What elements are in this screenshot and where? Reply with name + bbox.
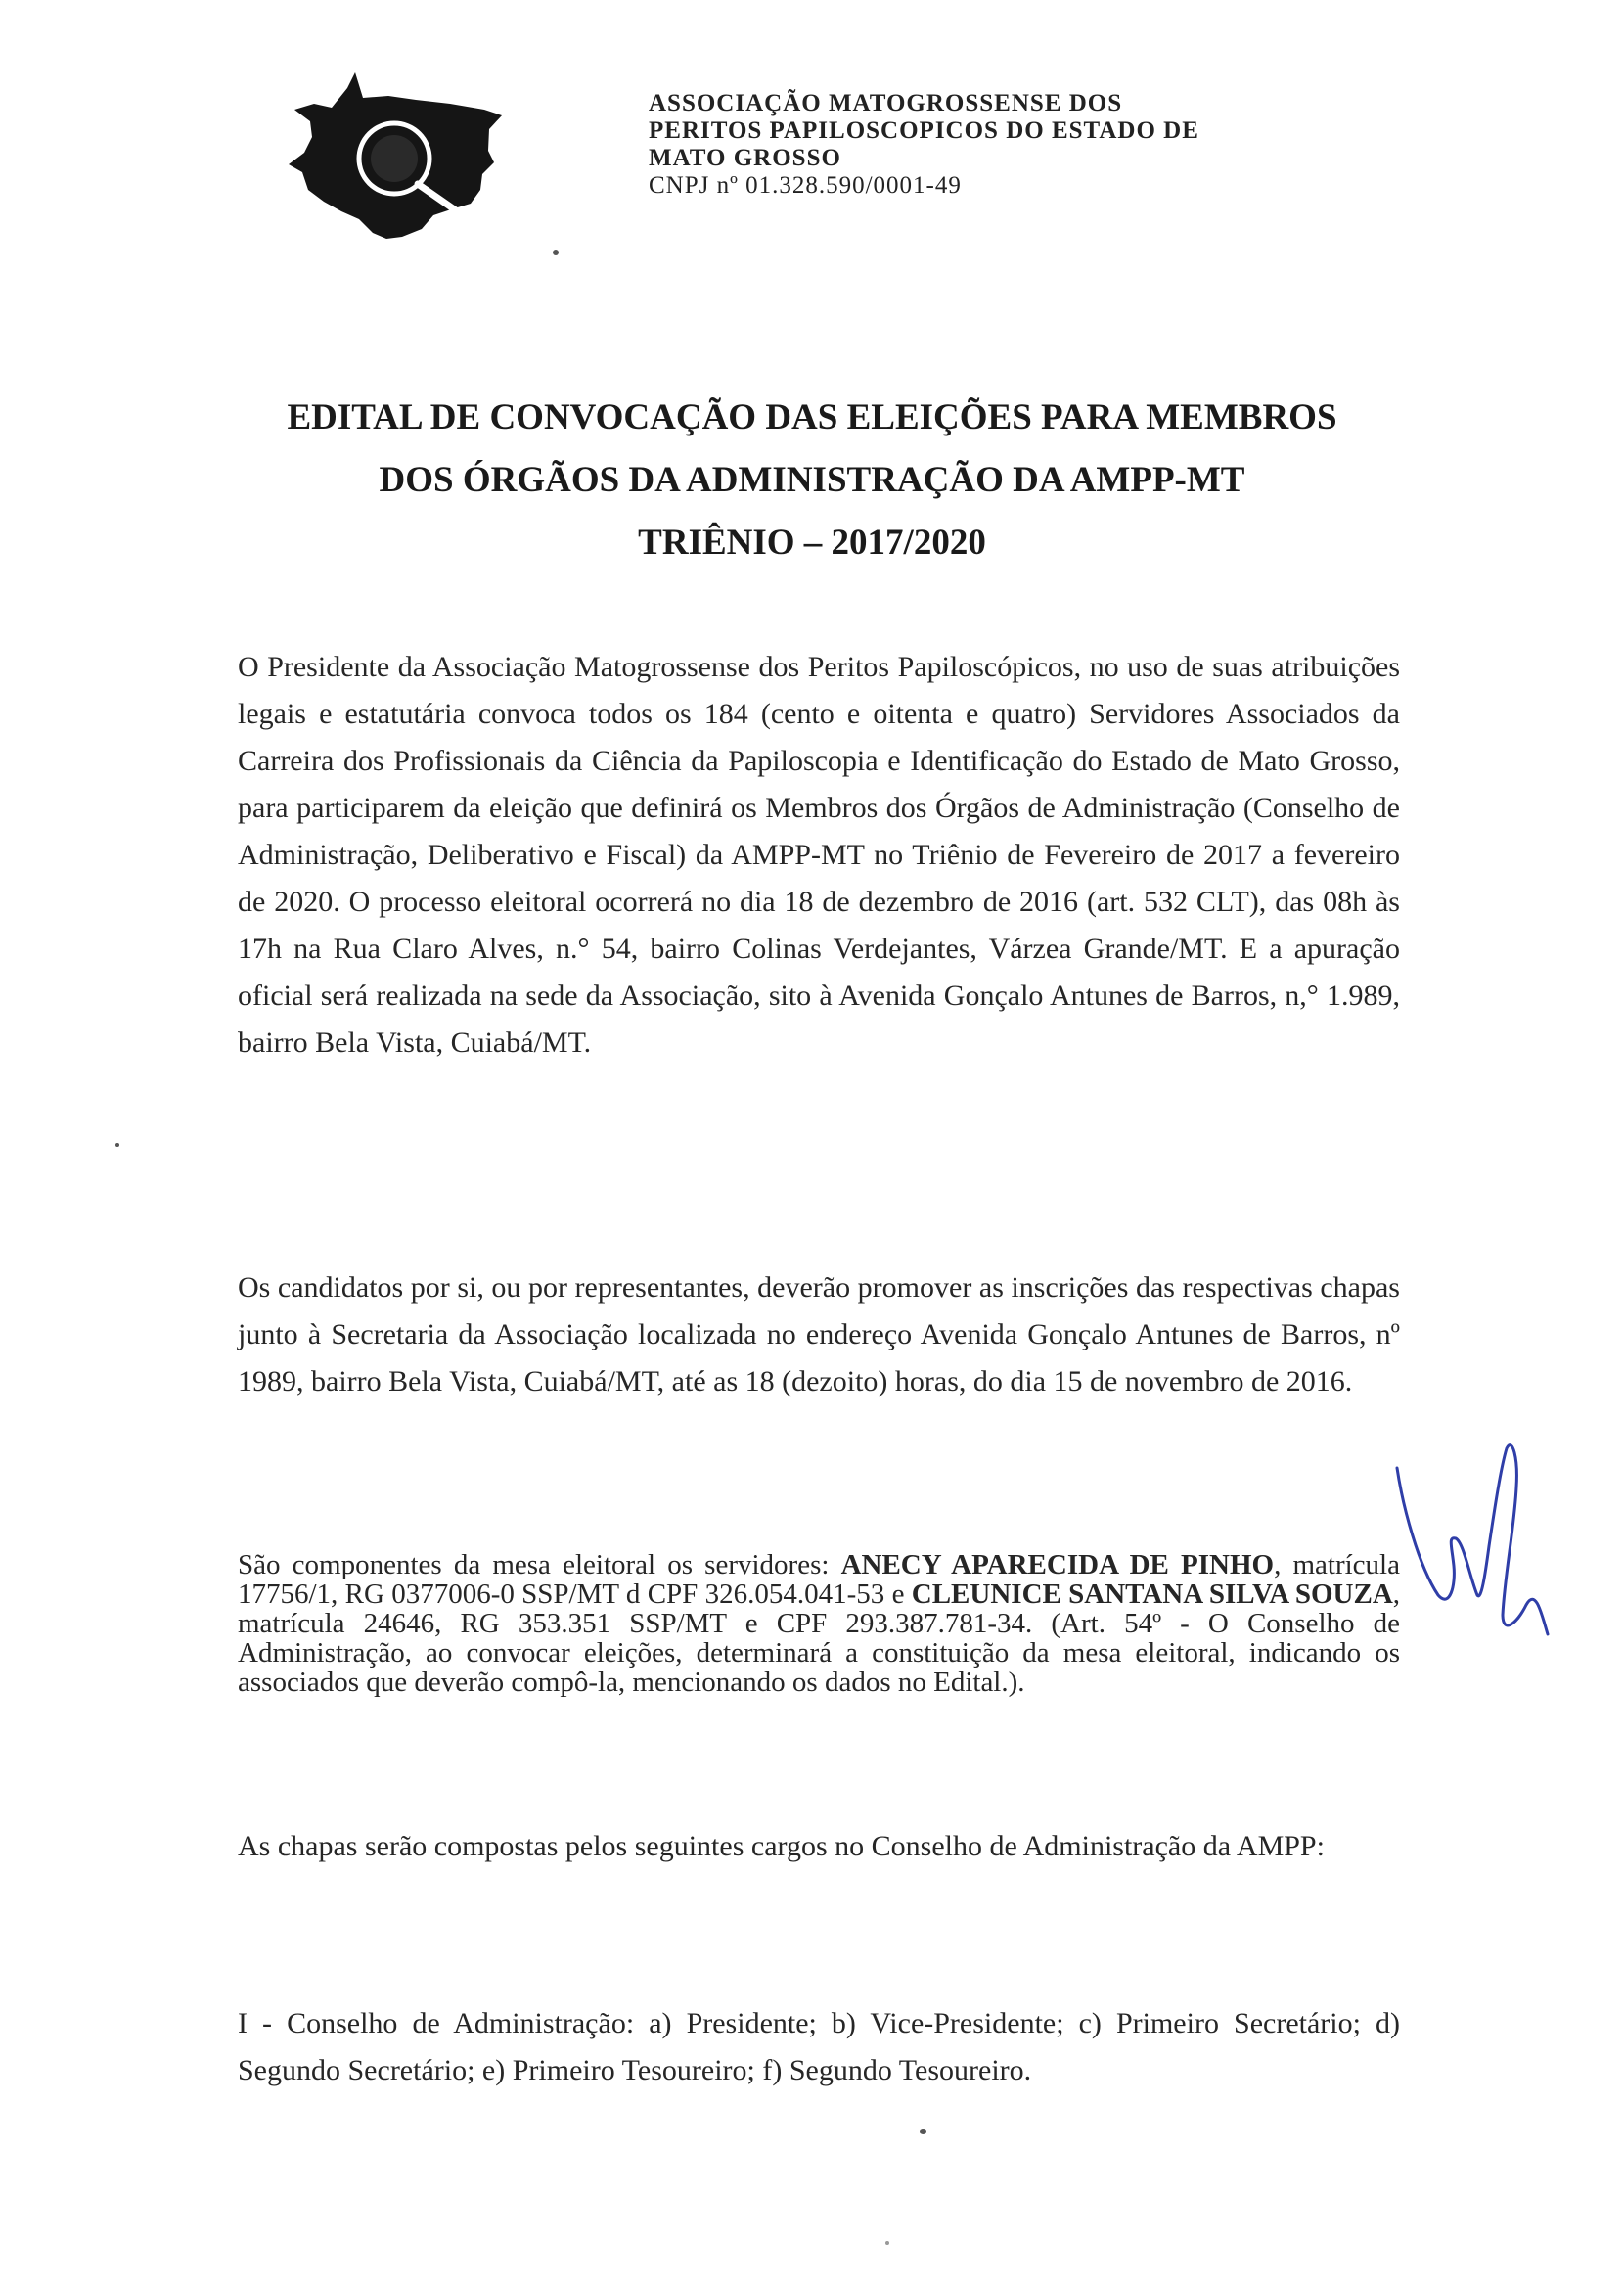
document-title bbox=[196, 387, 1428, 574]
council-positions-paragraph: I - Conselho de Administração: a) Presidente; b) Vice-Presidente; c) Primeiro Secretário; d) Segundo Secretário; e) Primeiro Tesoureiro; f) Segundo Tesoureiro. bbox=[238, 2007, 1400, 2086]
title-line-2: DOS ÓRGÃOS DA ADMINISTRAÇÃO DA AMPP-MT bbox=[379, 460, 1245, 500]
scan-speck bbox=[115, 1143, 119, 1147]
board-member-1-details: , matrícula 17756/1, RG 0377006-0 SSP/MT d CPF 326.054.041-53 e bbox=[238, 1549, 1400, 1610]
convocation-paragraph: O Presidente da Associação Matogrossense dos Peritos Papiloscópicos, no uso de suas atribuições legais e estatutária convoca todos os 184 (cento e oitenta e quatro) Servidores Associados da Carreira dos Profissionais da Ciência da Papiloscopia e Identificação do Estado de Mato Grosso, para participarem da eleição que definirá os Membros dos Órgãos de Administração (Conselho de Administração, Deliberativo e Fiscal) da AMPP-MT no Triênio de Fevereiro de 2017 a fevereiro de 2020. O processo eleitoral ocorrerá no dia 18 de dezembro de 2016 (art. 532 CLT), das 08h às 17h na Rua Claro Alves, n.° 54, bairro Colinas Verdejantes, Várzea Grande/MT. E a apuração oficial será realizada na sede da Associação, sito à Avenida Gonçalo Antunes de Barros, n,° 1.989, bairro Bela Vista, Cuiabá/MT. bbox=[238, 651, 1400, 1059]
mato-grosso-map-with-magnifier-icon bbox=[279, 69, 523, 250]
electoral-board-paragraph bbox=[238, 1550, 1400, 1697]
board-member-name-1: ANECY APARECIDA DE PINHO bbox=[840, 1549, 1275, 1580]
organization-header bbox=[649, 90, 1431, 200]
organization-name-line-2: PERITOS PAPILOSCOPICOS DO ESTADO DE bbox=[649, 117, 1199, 144]
cnpj-number: CNPJ nº 01.328.590/0001-49 bbox=[649, 172, 962, 199]
slates-composition-paragraph: As chapas serão compostas pelos seguintes cargos no Conselho de Administração da AMPP: bbox=[238, 1830, 1325, 1862]
organization-name-line-3: MATO GROSSO bbox=[649, 145, 841, 171]
handwritten-signature-icon bbox=[1379, 1429, 1556, 1693]
registration-paragraph: Os candidatos por si, ou por representantes, deverão promover as inscrições das respectivas chapas junto à Secretaria da Associação localizada no endereço Avenida Gonçalo Antunes de Barros, nº 1989, bairro Bela Vista, Cuiabá/MT, até as 18 (dezoito) horas, do dia 15 de novembro de 2016. bbox=[238, 1271, 1400, 1397]
organization-name-line-1: ASSOCIAÇÃO MATOGROSSENSE DOS bbox=[649, 90, 1123, 116]
board-member-name-2: CLEUNICE SANTANA SILVA SOUZA bbox=[911, 1579, 1393, 1610]
board-member-2-details: , matrícula 24646, RG 353.351 SSP/MT e CPF 293.387.781-34. (Art. 54º - O Conselho de Administração, ao convocar eleições, determinará a constituição da mesa eleitoral, indicando os associados que deverão compô-la, mencionando os dados no Edital.). bbox=[238, 1579, 1401, 1698]
scan-speck bbox=[553, 250, 559, 255]
scan-speck bbox=[885, 2241, 889, 2245]
board-intro-text: São componentes da mesa eleitoral os servidores: bbox=[238, 1549, 841, 1580]
title-line-3: TRIÊNIO – 2017/2020 bbox=[638, 523, 986, 563]
scan-speck bbox=[920, 2129, 926, 2134]
title-line-1: EDITAL DE CONVOCAÇÃO DAS ELEIÇÕES PARA MEMBROS bbox=[287, 397, 1337, 437]
